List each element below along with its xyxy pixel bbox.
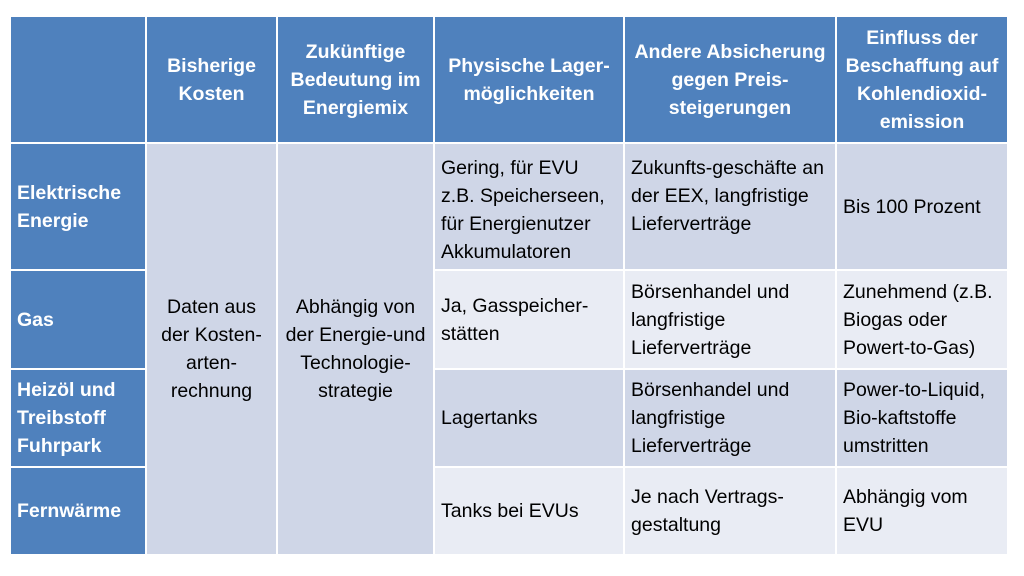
merged-bisherige-kosten: Daten aus der Kosten-arten-rechnung — [146, 143, 277, 555]
cell-lager: Gering, für EVU z.B. Speicherseen, für Energienutzer Akkumulatoren — [434, 143, 624, 270]
cell-einfluss: Zunehmend (z.B. Biogas oder Powert-to-Gas) — [836, 270, 1008, 369]
header-zukuenftige-bedeutung: Zukünftige Bedeutung im Energiemix — [277, 16, 434, 143]
header-physische-lagermoeglichkeiten: Physische Lager-möglichkeiten — [434, 16, 624, 143]
cell-lager: Lagertanks — [434, 369, 624, 467]
cell-einfluss: Power-to-Liquid, Bio-kaftstoffe umstritten — [836, 369, 1008, 467]
row-label: Gas — [10, 270, 146, 369]
row-label: Fernwärme — [10, 467, 146, 555]
cell-absicherung: Börsenhandel und langfristige Lieferverträge — [624, 369, 836, 467]
energy-comparison-table — [9, 15, 1009, 556]
cell-lager: Tanks bei EVUs — [434, 467, 624, 555]
header-einfluss-beschaffung: Einfluss der Beschaffung auf Kohlendioxid-emission — [836, 16, 1008, 143]
header-corner — [10, 16, 146, 143]
cell-einfluss: Abhängig vom EVU — [836, 467, 1008, 555]
header-bisherige-kosten: Bisherige Kosten — [146, 16, 277, 143]
cell-absicherung: Je nach Vertrags-gestaltung — [624, 467, 836, 555]
cell-einfluss: Bis 100 Prozent — [836, 143, 1008, 270]
merged-zukuenftige-bedeutung: Abhängig von der Energie-und Technologie-strategie — [277, 143, 434, 555]
cell-absicherung: Börsenhandel und langfristige Lieferverträge — [624, 270, 836, 369]
header-andere-absicherung: Andere Absicherung gegen Preis-steigerungen — [624, 16, 836, 143]
cell-lager: Ja, Gasspeicher-stätten — [434, 270, 624, 369]
cell-absicherung: Zukunfts-geschäfte an der EEX, langfristige Lieferverträge — [624, 143, 836, 270]
row-label: Heizöl und Treibstoff Fuhrpark — [10, 369, 146, 467]
header-row — [10, 16, 1008, 143]
table-row — [10, 143, 1008, 270]
row-label: Elektrische Energie — [10, 143, 146, 270]
